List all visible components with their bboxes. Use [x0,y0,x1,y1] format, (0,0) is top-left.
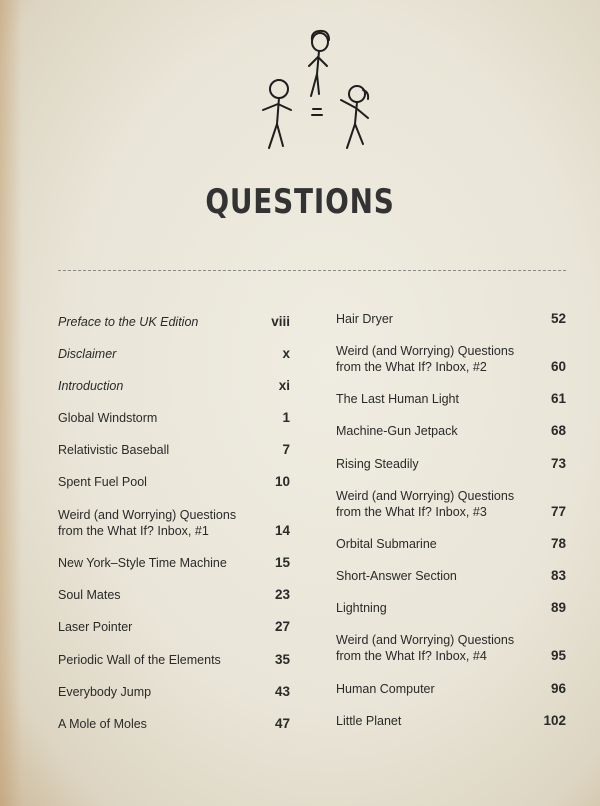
toc-entry-page: 52 [550,311,566,326]
toc-entry [58,555,290,571]
toc-entry-title: Human Computer [336,682,435,696]
toc-entry-title: Weird (and Worrying) Questions from the What If? Inbox, #1 [58,508,237,538]
toc-entry-page: 68 [550,423,566,438]
toc-entry-page: 43 [274,684,290,699]
toc-entry-page: 27 [274,619,290,634]
toc-entry-page: xi [278,378,290,393]
toc-entry-page: viii [271,314,290,329]
toc-entry [336,632,566,664]
toc-entry [58,474,290,490]
toc-entry-title: Hair Dryer [336,312,393,326]
toc-entry [58,587,290,603]
toc-entry-title: Spent Fuel Pool [58,475,147,489]
toc-entry-page: 78 [550,536,566,551]
toc-entry-title: Machine-Gun Jetpack [336,424,458,438]
toc-entry-page: 96 [550,681,566,696]
toc-entry [336,600,566,616]
toc-entry-title: Weird (and Worrying) Questions from the What If? Inbox, #4 [336,633,515,663]
toc-entry-title: Short-Answer Section [336,569,457,583]
toc-entry-title: Lightning [336,601,387,615]
toc-entry [58,410,290,426]
toc-entry [336,391,566,407]
stick-figures-illustration [255,24,380,154]
toc-entry-title: Little Planet [336,714,402,728]
toc-entry-page: 89 [550,600,566,615]
toc-entry-title: Introduction [58,379,124,393]
toc-entry-title: Global Windstorm [58,411,158,425]
toc-entry [336,343,566,375]
page-edge-shadow [0,0,22,806]
toc-entry-title: Rising Steadily [336,457,419,471]
toc-entry-title: Periodic Wall of the Elements [58,653,221,667]
toc-entry-page: 7 [282,442,290,457]
page-title: QUESTIONS [205,182,395,222]
toc-entry-page: 83 [550,568,566,583]
toc-entry-title: Soul Mates [58,588,121,602]
toc-entry [336,488,566,520]
toc-entry-page: 14 [274,523,290,538]
toc-entry-title: Relativistic Baseball [58,443,170,457]
toc-entry-page: 73 [550,456,566,471]
toc-entry [58,716,290,732]
toc-entry-page: 23 [274,587,290,602]
toc-entry-title: Laser Pointer [58,620,133,634]
toc-entry [58,619,290,635]
toc-entry-page: 35 [274,652,290,667]
toc-entry-title: Preface to the UK Edition [58,315,199,329]
stick-figure-man-icon [263,80,291,148]
toc-entry-page: 95 [550,648,566,663]
toc-entry [336,713,566,729]
toc-entry [336,568,566,584]
dashed-divider [58,270,566,271]
toc-entry-page: x [282,346,290,361]
toc-entry-title: Weird (and Worrying) Questions from the What If? Inbox, #2 [336,344,515,374]
toc-entry-title: A Mole of Moles [58,717,147,731]
toc-entry [336,456,566,472]
toc-entry [58,652,290,668]
toc-entry-page: 1 [282,410,290,425]
toc-entry [336,681,566,697]
toc-entry-page: 61 [550,391,566,406]
toc-entry-title: Weird (and Worrying) Questions from the What If? Inbox, #3 [336,489,515,519]
toc-entry [58,346,290,362]
toc-entry [336,536,566,552]
toc-entry [58,507,290,539]
toc-entry-title: Disclaimer [58,347,117,361]
toc-entry [58,378,290,394]
toc-entry-title: New York–Style Time Machine [58,556,227,570]
toc-entry-page: 15 [274,555,290,570]
toc-entry-title: The Last Human Light [336,392,459,406]
stick-figure-girl-icon [341,86,368,148]
toc-entry [58,684,290,700]
toc-entry [58,314,290,330]
stick-figure-woman-icon [309,31,329,115]
toc-entry [336,311,566,327]
toc-entry [58,442,290,458]
toc-entry-page: 10 [274,474,290,489]
toc-entry-title: Everybody Jump [58,685,152,699]
toc-entry [336,423,566,439]
toc-entry-page: 47 [274,716,290,731]
toc-entry-page: 60 [550,359,566,374]
toc-entry-title: Orbital Submarine [336,537,437,551]
toc-entry-page: 102 [543,713,566,728]
toc-entry-page: 77 [550,504,566,519]
